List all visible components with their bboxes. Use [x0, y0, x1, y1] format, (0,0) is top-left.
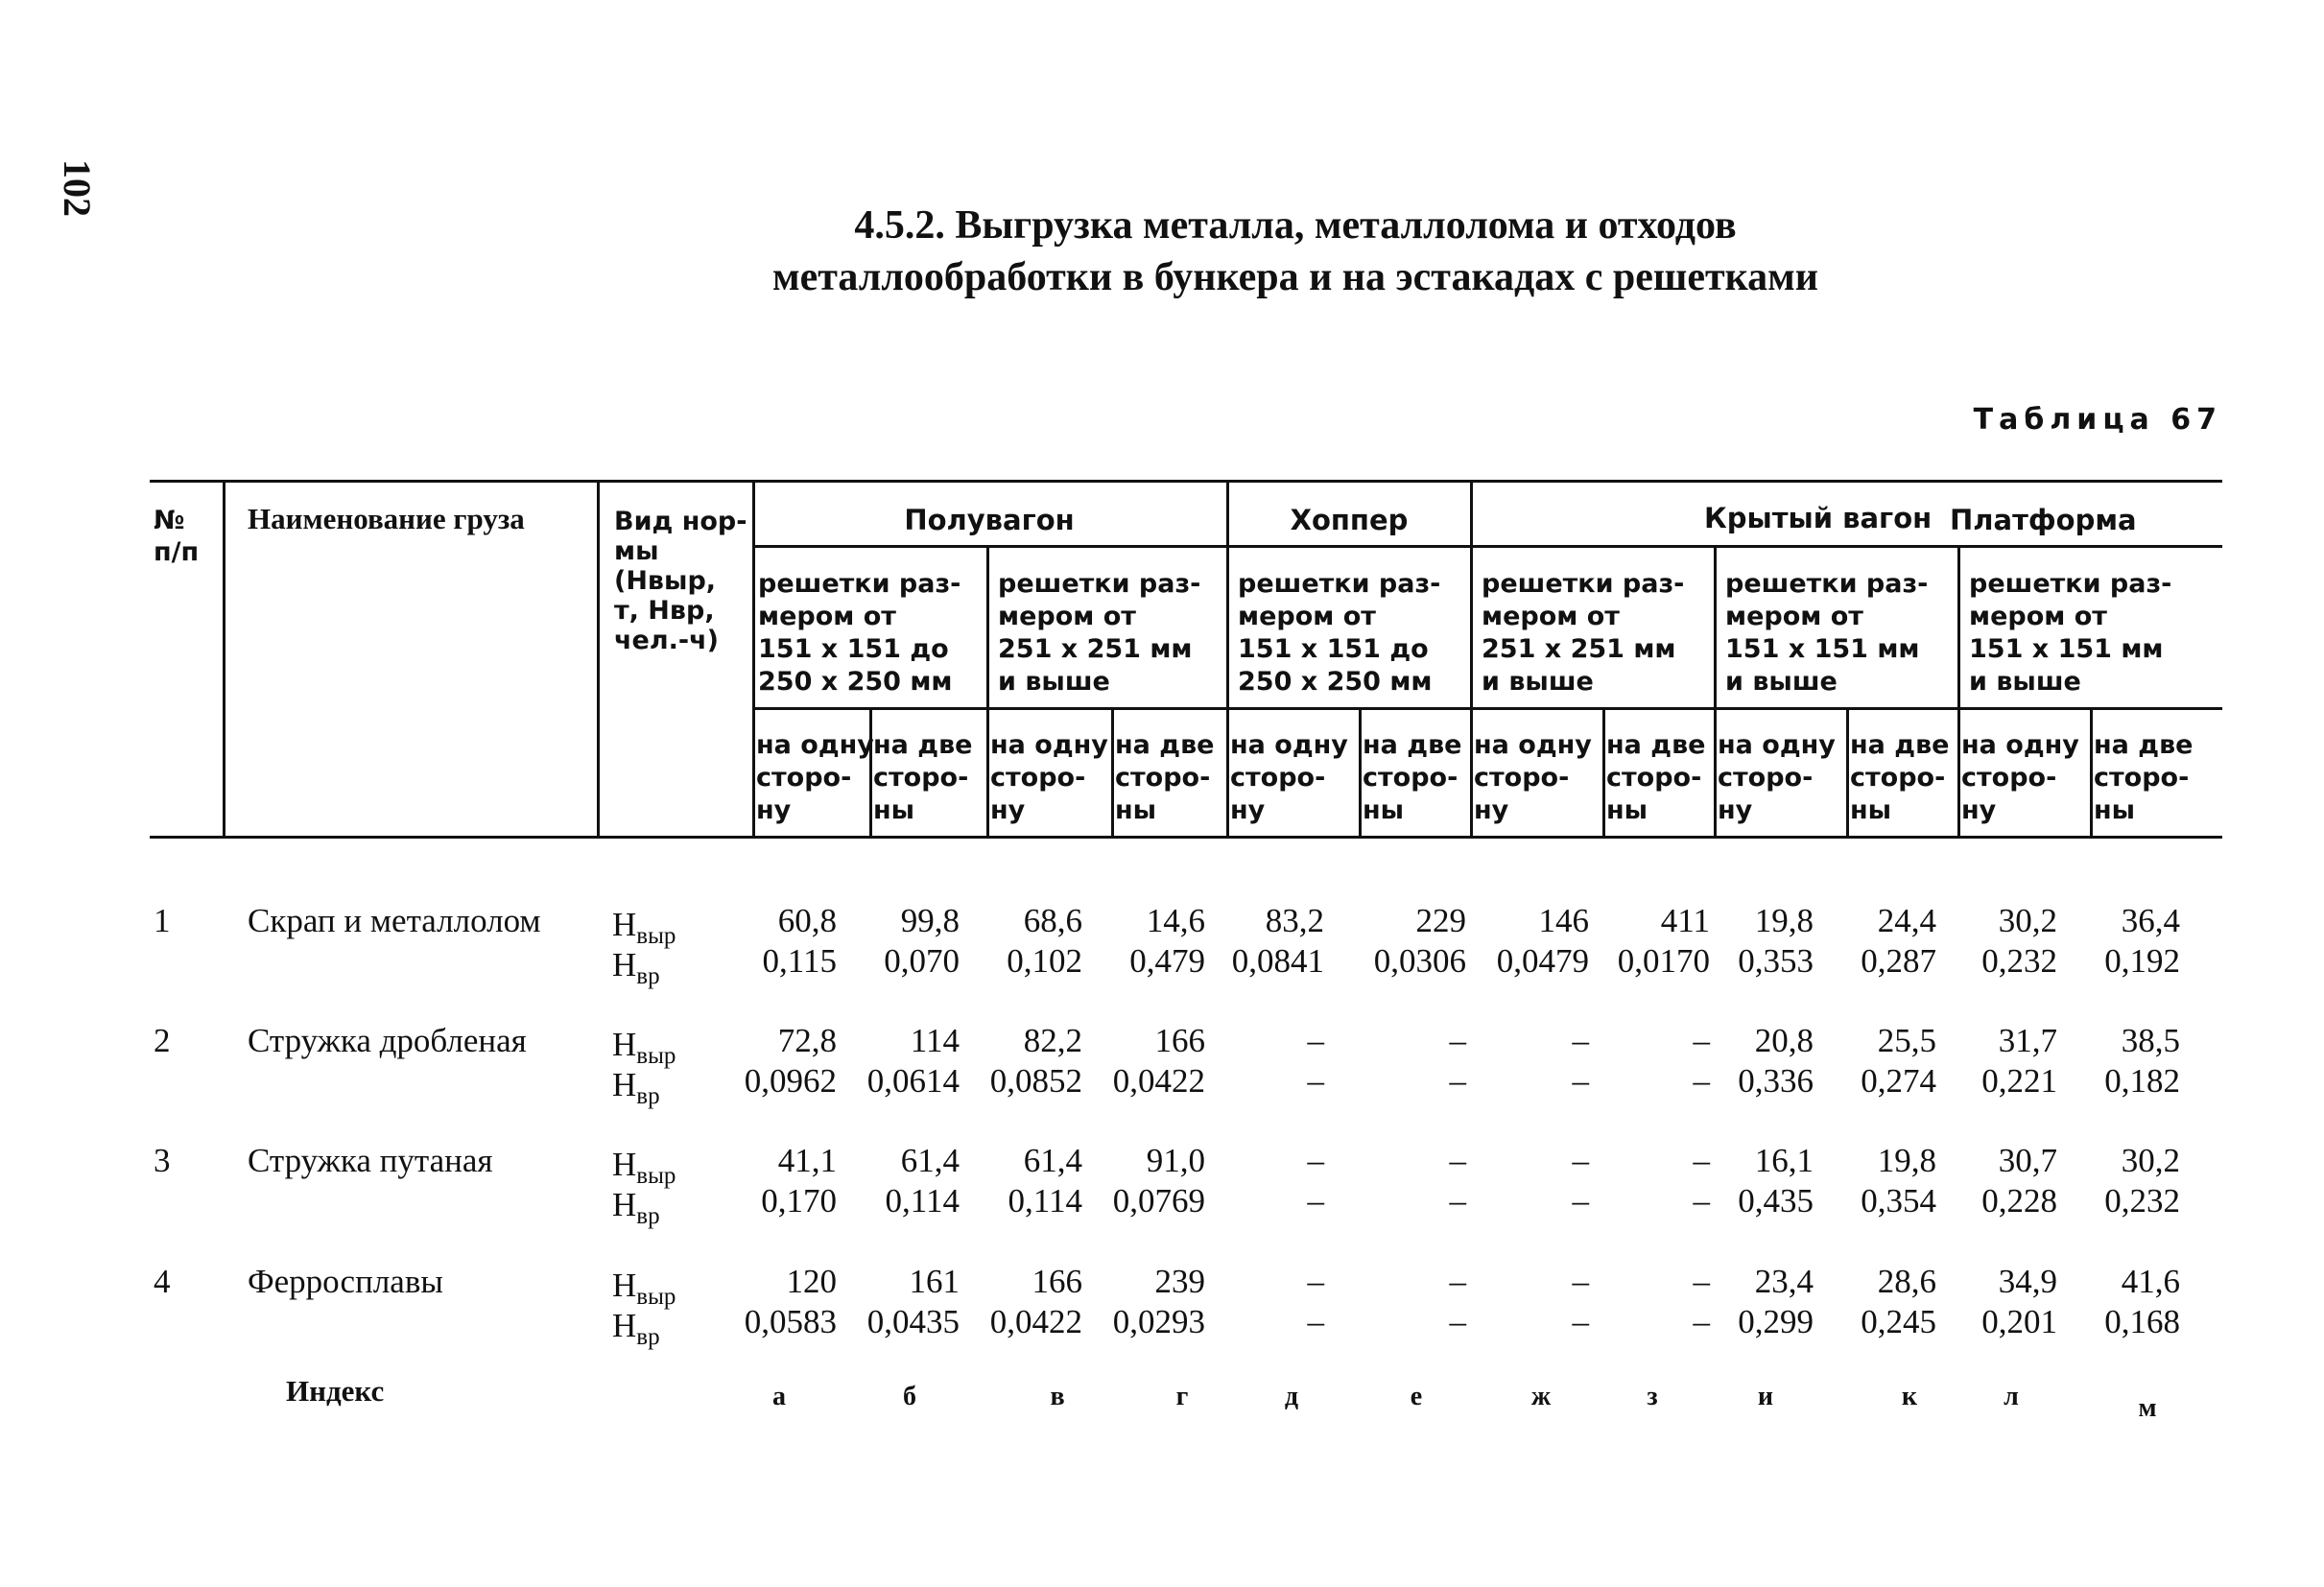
cell-vr: 0,168 — [2104, 1303, 2180, 1340]
norm-kind-sub: вр — [636, 1203, 660, 1229]
side-header-line: ну — [1961, 795, 1997, 825]
cell-vyr: 36,4 — [2121, 902, 2180, 939]
cargo-name: Стружка дробленая — [248, 1022, 527, 1059]
side-header-line: сторо- — [990, 763, 1086, 793]
side-header-line: ны — [2094, 795, 2136, 825]
cell-vyr: 14,6 — [1146, 902, 1205, 939]
side-header-line: ны — [1363, 795, 1405, 825]
side-header-line: на одну — [1230, 730, 1348, 760]
side-header-line: на одну — [1474, 730, 1592, 760]
side-header-line: на одну — [990, 730, 1108, 760]
cell-vyr: 229 — [1415, 902, 1466, 939]
cell-vr: – — [1307, 1182, 1324, 1220]
cell-vr: 0,114 — [885, 1182, 960, 1220]
index-letter: е — [1410, 1382, 1423, 1411]
side-one-header — [1230, 729, 1348, 827]
side-header-line: сторо- — [873, 763, 969, 793]
index-letter: в — [1050, 1382, 1065, 1411]
cell-vyr: 31,7 — [1998, 1022, 2057, 1059]
header-norm-kind — [614, 507, 747, 655]
side-header-line: ны — [1606, 795, 1648, 825]
norm-kind-sub: вр — [636, 1083, 660, 1109]
group-hopper: Хоппер — [1290, 504, 1409, 536]
grid-header-line: решетки раз- — [1725, 569, 1929, 599]
side-one-header — [1474, 729, 1592, 827]
grid-header-line: мером от — [1969, 602, 2107, 631]
cell-vyr: – — [1307, 1022, 1324, 1059]
side-one-header — [990, 729, 1108, 827]
side-header-line: сторо- — [1230, 763, 1326, 793]
cell-vr: 0,0170 — [1617, 942, 1710, 980]
grid-header-line: решетки раз- — [998, 569, 1201, 599]
cell-vr: 0,0306 — [1373, 942, 1466, 980]
header-num — [154, 505, 199, 568]
cell-vr: 0,353 — [1738, 942, 1814, 980]
cell-vyr: 120 — [786, 1263, 837, 1300]
cell-vyr: 30,2 — [2121, 1142, 2180, 1179]
header-num-line1: № — [154, 506, 185, 535]
cell-vr: 0,299 — [1738, 1303, 1814, 1340]
cell-vyr: 24,4 — [1877, 902, 1936, 939]
side-one-header — [756, 729, 874, 827]
index-letter: б — [903, 1382, 916, 1411]
cell-vr: 0,0769 — [1112, 1182, 1205, 1220]
cell-vr: – — [1572, 1303, 1589, 1340]
side-header-line: сторо- — [756, 763, 852, 793]
cell-vr: 0,0841 — [1231, 942, 1324, 980]
cell-vyr: – — [1572, 1142, 1589, 1179]
grid-header-4 — [1482, 568, 1684, 699]
group-krytyi: Крытый вагон — [1704, 502, 1933, 534]
norm-kind-vyr — [612, 1267, 676, 1311]
cell-vr: 0,228 — [1981, 1182, 2057, 1220]
side-two-header — [873, 729, 972, 827]
norm-kind-sub: выр — [636, 1284, 676, 1310]
header-top-rule — [150, 480, 2222, 483]
cell-vr: 0,336 — [1738, 1062, 1814, 1100]
index-letter: к — [1901, 1382, 1918, 1411]
side-header-line: сторо- — [1606, 763, 1702, 793]
grid-header-line: 251 х 251 мм — [998, 634, 1193, 664]
cell-vyr: 34,9 — [1998, 1263, 2057, 1300]
vrule — [1714, 545, 1717, 839]
cargo-name: Ферросплавы — [248, 1263, 443, 1300]
side-header-line: на одну — [756, 730, 874, 760]
cargo-name: Стружка путаная — [248, 1142, 493, 1179]
cell-vyr: 68,6 — [1023, 902, 1082, 939]
cell-vyr: – — [1449, 1263, 1466, 1300]
index-letter: г — [1175, 1382, 1189, 1411]
norm-kind-vr — [612, 946, 660, 990]
cell-vyr: – — [1693, 1142, 1710, 1179]
cell-vr: 0,201 — [1981, 1303, 2057, 1340]
cell-vyr: 114 — [910, 1022, 960, 1059]
cell-vr: – — [1449, 1182, 1466, 1220]
cell-vr: 0,115 — [762, 942, 837, 980]
grid-header-2 — [998, 568, 1200, 699]
cell-vr: 0,0435 — [866, 1303, 960, 1340]
vrule — [1602, 707, 1605, 839]
vrule — [597, 480, 600, 839]
side-one-header — [1718, 729, 1836, 827]
cell-vyr: 28,6 — [1877, 1263, 1936, 1300]
cell-vyr: – — [1307, 1142, 1324, 1179]
grid-header-line: решетки раз- — [1969, 569, 2172, 599]
grid-header-line: и выше — [1482, 667, 1594, 697]
section-title-line-2: металлообработки в бункера и на эстакадах с решетками — [772, 255, 1818, 299]
index-letter: д — [1284, 1382, 1299, 1411]
norm-kind-sub: вр — [636, 1324, 660, 1350]
cell-vyr: 146 — [1538, 902, 1589, 939]
cell-vr: 0,245 — [1861, 1303, 1936, 1340]
norm-kind-main: Н — [612, 1307, 637, 1344]
norm-kind-l4: т, Нвр, — [614, 596, 715, 626]
norm-kind-l3: (Нвыр, — [614, 566, 717, 596]
cell-vr: 0,170 — [761, 1182, 837, 1220]
side-header-line: сторо- — [1115, 763, 1211, 793]
side-header-line: сторо- — [2094, 763, 2190, 793]
norm-kind-l2: мы — [614, 536, 659, 566]
grid-header-5 — [1725, 568, 1928, 699]
norm-kind-main: Н — [612, 946, 637, 983]
cell-vyr: – — [1693, 1022, 1710, 1059]
cell-vr: – — [1449, 1303, 1466, 1340]
index-letter: з — [1647, 1382, 1658, 1411]
index-letter: ж — [1530, 1382, 1552, 1411]
group-rule — [753, 545, 2222, 548]
cell-vr: 0,435 — [1738, 1182, 1814, 1220]
norm-kind-main: Н — [612, 1267, 637, 1304]
table-label: Таблица 67 — [1973, 403, 2222, 437]
grid-header-line: 151 х 151 до — [758, 634, 949, 664]
vrule — [1111, 707, 1114, 839]
cell-vyr: 83,2 — [1265, 902, 1324, 939]
grid-header-line: мером от — [1725, 602, 1863, 631]
cell-vyr: 411 — [1660, 902, 1710, 939]
grid-header-line: и выше — [1969, 667, 2081, 697]
cell-vr: 0,0852 — [989, 1062, 1082, 1100]
cell-vr: – — [1693, 1062, 1710, 1100]
norm-kind-sub: вр — [636, 963, 660, 989]
cell-vyr: 23,4 — [1754, 1263, 1814, 1300]
grid-header-line: мером от — [758, 602, 896, 631]
cell-vyr: 166 — [1154, 1022, 1205, 1059]
index-label: Индекс — [286, 1374, 385, 1408]
norm-kind-l1: Вид нор- — [614, 507, 747, 536]
vrule — [1359, 707, 1362, 839]
cell-vyr: 166 — [1032, 1263, 1082, 1300]
side-header-line: сторо- — [1718, 763, 1814, 793]
cell-vr: 0,0583 — [744, 1303, 837, 1340]
side-header-line: ны — [873, 795, 915, 825]
cell-vyr: 16,1 — [1754, 1142, 1814, 1179]
grid-header-3 — [1238, 568, 1440, 699]
norm-kind-main: Н — [612, 1066, 637, 1103]
vrule — [223, 480, 225, 839]
cell-vyr: 19,8 — [1877, 1142, 1936, 1179]
grid-header-line: и выше — [998, 667, 1110, 697]
grid-header-line: 250 х 250 мм — [1238, 667, 1433, 697]
side-header-line: ну — [1230, 795, 1266, 825]
cell-vr: 0,0422 — [1112, 1062, 1205, 1100]
grid-header-line: решетки раз- — [1482, 569, 1685, 599]
grid-header-line: 151 х 151 мм — [1969, 634, 2164, 664]
cell-vr: – — [1449, 1062, 1466, 1100]
section-title-line-1: 4.5.2. Выгрузка металла, металлолома и отходов — [854, 203, 1737, 248]
side-header-line: сторо- — [1850, 763, 1946, 793]
cell-vr: 0,354 — [1861, 1182, 1936, 1220]
cell-vyr: 20,8 — [1754, 1022, 1814, 1059]
grid-header-line: 251 х 251 мм — [1482, 634, 1676, 664]
cell-vyr: 25,5 — [1877, 1022, 1936, 1059]
cell-vr: – — [1307, 1303, 1324, 1340]
cell-vr: 0,232 — [1981, 942, 2057, 980]
norm-kind-l5: чел.-ч) — [614, 626, 719, 655]
grid-header-line: мером от — [1238, 602, 1376, 631]
cell-vyr: 41,6 — [2121, 1263, 2180, 1300]
grid-header-6 — [1969, 568, 2171, 699]
vrule — [2090, 707, 2093, 839]
cell-vr: 0,0422 — [989, 1303, 1082, 1340]
cell-vr: 0,274 — [1861, 1062, 1936, 1100]
norm-kind-sub: выр — [636, 1163, 676, 1189]
norm-kind-main: Н — [612, 906, 637, 943]
side-header-line: на одну — [1718, 730, 1836, 760]
cell-vr: – — [1572, 1182, 1589, 1220]
grid-rule — [753, 707, 2222, 710]
cell-vyr: 72,8 — [777, 1022, 837, 1059]
side-header-line: ну — [990, 795, 1026, 825]
cell-vr: – — [1693, 1182, 1710, 1220]
cell-vyr: – — [1693, 1263, 1710, 1300]
cell-vr: 0,182 — [2104, 1062, 2180, 1100]
norm-kind-main: Н — [612, 1146, 637, 1183]
index-letter: а — [772, 1382, 786, 1411]
side-header-line: на две — [1363, 730, 1462, 760]
cell-vr: – — [1307, 1062, 1324, 1100]
grid-header-line: решетки раз- — [1238, 569, 1441, 599]
norm-kind-vyr — [612, 1146, 676, 1190]
side-header-line: на две — [2094, 730, 2194, 760]
cell-vr: – — [1693, 1303, 1710, 1340]
row-number: 2 — [154, 1022, 171, 1059]
cell-vyr: 99,8 — [900, 902, 960, 939]
side-header-line: на две — [1115, 730, 1215, 760]
index-letter: и — [1757, 1382, 1774, 1411]
norm-kind-vyr — [612, 1026, 676, 1070]
norm-kind-vr — [612, 1066, 660, 1110]
cell-vr: 0,0614 — [866, 1062, 960, 1100]
side-header-line: ну — [1474, 795, 1509, 825]
cargo-name: Скрап и металлолом — [248, 902, 541, 939]
cell-vr: 0,192 — [2104, 942, 2180, 980]
cell-vr: 0,232 — [2104, 1182, 2180, 1220]
cell-vyr: – — [1572, 1263, 1589, 1300]
grid-header-1 — [758, 568, 960, 699]
cell-vyr: 82,2 — [1023, 1022, 1082, 1059]
cell-vyr: – — [1449, 1022, 1466, 1059]
row-number: 1 — [154, 902, 171, 939]
side-one-header — [1961, 729, 2079, 827]
grid-header-line: мером от — [1482, 602, 1620, 631]
cell-vyr: 41,1 — [777, 1142, 837, 1179]
row-number: 3 — [154, 1142, 171, 1179]
header-bottom-rule — [150, 836, 2222, 839]
cell-vyr: 30,2 — [1998, 902, 2057, 939]
group-platforma: Платформа — [1950, 504, 2137, 536]
side-header-line: ны — [1850, 795, 1892, 825]
norm-kind-sub: выр — [636, 1043, 676, 1069]
side-header-line: сторо- — [1961, 763, 2057, 793]
side-two-header — [1850, 729, 1949, 827]
cell-vr: 0,479 — [1129, 942, 1205, 980]
cell-vr: 0,070 — [884, 942, 960, 980]
cell-vyr: – — [1572, 1022, 1589, 1059]
cell-vyr: 239 — [1154, 1263, 1205, 1300]
cell-vr: 0,0962 — [744, 1062, 837, 1100]
side-two-header — [1606, 729, 1705, 827]
index-letter: м — [2138, 1393, 2157, 1423]
norm-kind-vr — [612, 1307, 660, 1351]
grid-header-line: 151 х 151 до — [1238, 634, 1429, 664]
cell-vr: 0,287 — [1861, 942, 1936, 980]
grid-header-line: мером от — [998, 602, 1136, 631]
cell-vyr: 30,7 — [1998, 1142, 2057, 1179]
vrule — [1846, 707, 1849, 839]
grid-header-line: 151 х 151 мм — [1725, 634, 1920, 664]
cell-vyr: 91,0 — [1146, 1142, 1205, 1179]
group-poluvagon: Полувагон — [904, 504, 1075, 536]
cell-vr: 0,0479 — [1496, 942, 1589, 980]
side-two-header — [2094, 729, 2193, 827]
cell-vyr: 161 — [909, 1263, 960, 1300]
cell-vr: 0,221 — [1981, 1062, 2057, 1100]
side-header-line: на одну — [1961, 730, 2079, 760]
vrule — [1470, 480, 1473, 839]
side-two-header — [1363, 729, 1461, 827]
norm-kind-main: Н — [612, 1026, 637, 1063]
cell-vyr: 38,5 — [2121, 1022, 2180, 1059]
norm-kind-sub: выр — [636, 923, 676, 949]
side-two-header — [1115, 729, 1214, 827]
index-letter: л — [2004, 1382, 2019, 1411]
side-header-line: сторо- — [1363, 763, 1458, 793]
header-num-line2: п/п — [154, 537, 200, 567]
cell-vr: 0,0293 — [1112, 1303, 1205, 1340]
grid-header-line: решетки раз- — [758, 569, 961, 599]
side-header-line: сторо- — [1474, 763, 1570, 793]
side-header-line: ну — [1718, 795, 1753, 825]
grid-header-line: 250 х 250 мм — [758, 667, 953, 697]
cell-vr: 0,114 — [1008, 1182, 1082, 1220]
side-header-line: ны — [1115, 795, 1157, 825]
vrule — [986, 545, 989, 839]
norm-kind-main: Н — [612, 1186, 637, 1223]
cell-vyr: 19,8 — [1754, 902, 1814, 939]
norm-kind-vr — [612, 1186, 660, 1230]
cell-vr: – — [1572, 1062, 1589, 1100]
header-cargo: Наименование груза — [248, 502, 525, 535]
cell-vr: 0,102 — [1007, 942, 1082, 980]
side-header-line: ну — [756, 795, 792, 825]
cell-vyr: 61,4 — [1023, 1142, 1082, 1179]
norm-kind-vyr — [612, 906, 676, 950]
cell-vyr: 60,8 — [777, 902, 837, 939]
grid-header-line: и выше — [1725, 667, 1838, 697]
cell-vyr: – — [1449, 1142, 1466, 1179]
cell-vyr: 61,4 — [900, 1142, 960, 1179]
side-header-line: на две — [1606, 730, 1706, 760]
row-number: 4 — [154, 1263, 171, 1300]
side-header-line: на две — [1850, 730, 1950, 760]
page-number: 102 — [56, 159, 99, 217]
cell-vyr: – — [1307, 1263, 1324, 1300]
side-header-line: на две — [873, 730, 973, 760]
vrule — [1957, 545, 1960, 839]
